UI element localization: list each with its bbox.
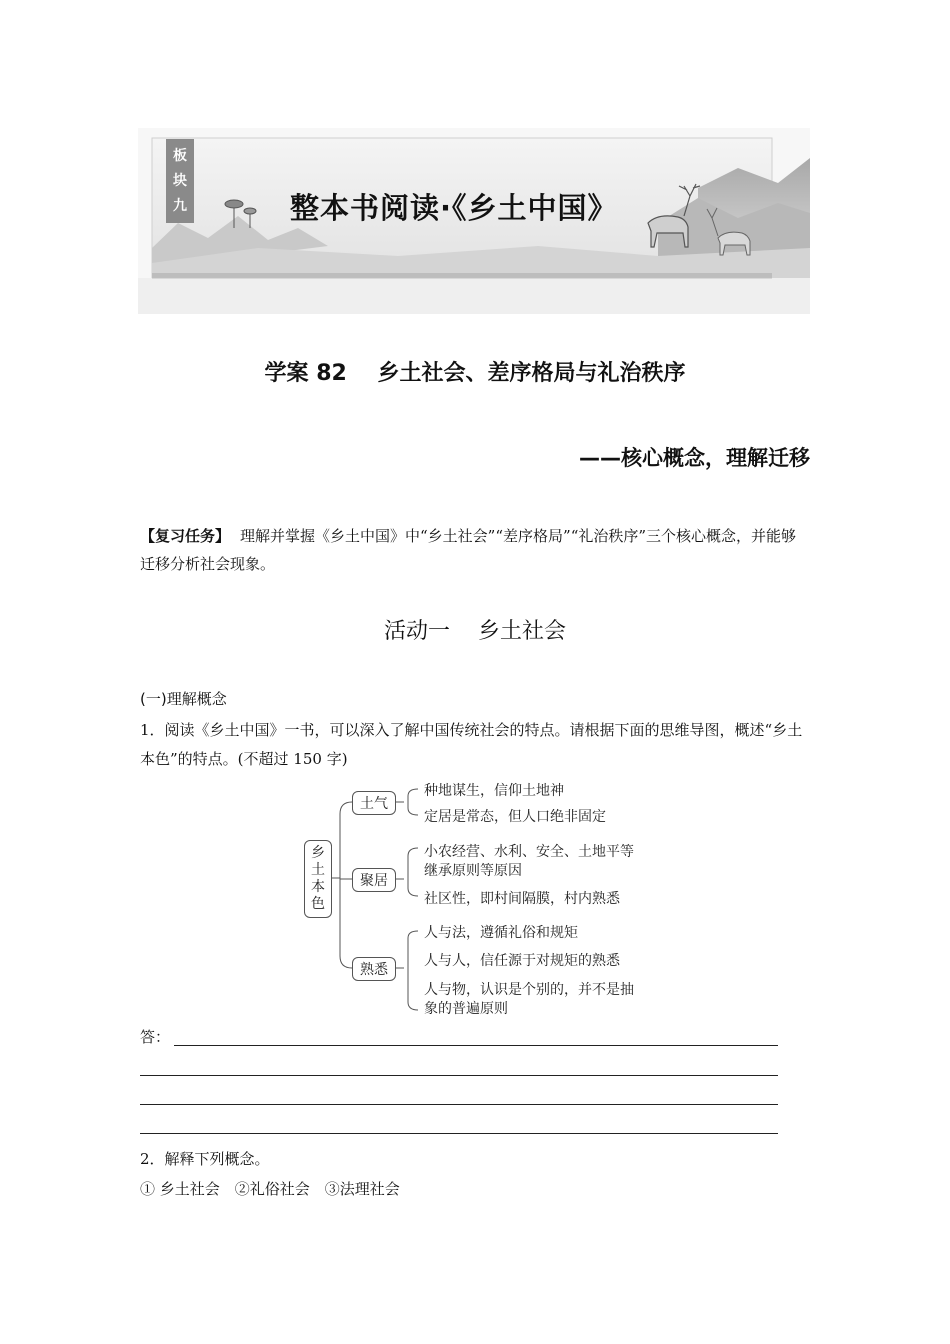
section-char: 九 bbox=[173, 198, 187, 215]
question-1: 1．阅读《乡土中国》一书，可以深入了解中国传统社会的特点。请根据下面的思维导图，概述“乡土本色”的特点。(不超过 150 字) bbox=[140, 721, 803, 768]
section-char: 块 bbox=[173, 172, 187, 189]
root-char: 色 bbox=[311, 896, 325, 912]
mind-map bbox=[300, 778, 660, 1018]
mind-map-item: 种地谋生，信仰土地神 bbox=[424, 783, 564, 799]
root-char: 本 bbox=[311, 879, 325, 895]
root-char: 乡 bbox=[311, 845, 325, 861]
mind-map-root bbox=[304, 840, 332, 918]
answer-area bbox=[140, 1026, 780, 1047]
answer-label: 答： bbox=[140, 1028, 171, 1046]
question-2 bbox=[140, 1144, 810, 1204]
question-2-options: ① 乡土社会 ②礼俗社会 ③法理社会 bbox=[140, 1180, 400, 1198]
mind-map-item: 继承原则等原因 bbox=[424, 863, 522, 879]
review-task bbox=[140, 522, 810, 578]
mind-map-branch: 土气 bbox=[352, 791, 396, 815]
mind-map-item: 社区性，即村间隔膜，村内熟悉 bbox=[424, 891, 620, 907]
question-2-text: 2．解释下列概念。 bbox=[140, 1150, 270, 1168]
lesson-subtitle: ——核心概念，理解迁移 bbox=[579, 446, 810, 470]
mind-map-item: 小农经营、水利、安全、土地平等 bbox=[424, 844, 634, 860]
mind-map-item: 定居是常态，但人口绝非固定 bbox=[424, 809, 606, 825]
mind-map-item: 象的普遍原则 bbox=[424, 1001, 508, 1017]
mind-map-item: 人与物，认识是个别的，并不是抽 bbox=[424, 982, 634, 998]
mind-map-item: 人与法，遵循礼俗和规矩 bbox=[424, 925, 578, 941]
answer-line[interactable] bbox=[140, 1133, 778, 1134]
root-char: 土 bbox=[311, 862, 325, 878]
section-badge bbox=[166, 139, 194, 223]
answer-line[interactable] bbox=[140, 1075, 778, 1076]
banner-title: 整本书阅读·《乡土中国》 bbox=[290, 191, 618, 225]
activity-title: 活动一 乡土社会 bbox=[384, 619, 566, 644]
mind-map-branch: 熟悉 bbox=[352, 957, 396, 981]
lesson-title: 学案 82 乡土社会、差序格局与礼治秩序 bbox=[264, 361, 686, 386]
answer-line[interactable] bbox=[140, 1104, 778, 1105]
review-task-tag: 【复习任务】 bbox=[140, 527, 231, 545]
review-task-text: 理解并掌握《乡土中国》中“乡土社会”“差序格局”“礼治秩序”三个核心概念，并能够迁移分析社会现象。 bbox=[140, 527, 797, 573]
section-heading: (一)理解概念 bbox=[140, 690, 227, 708]
answer-line[interactable] bbox=[174, 1045, 778, 1046]
section-char: 板 bbox=[173, 147, 187, 164]
mind-map-item: 人与人，信任源于对规矩的熟悉 bbox=[424, 953, 620, 969]
mind-map-branch: 聚居 bbox=[352, 868, 396, 892]
